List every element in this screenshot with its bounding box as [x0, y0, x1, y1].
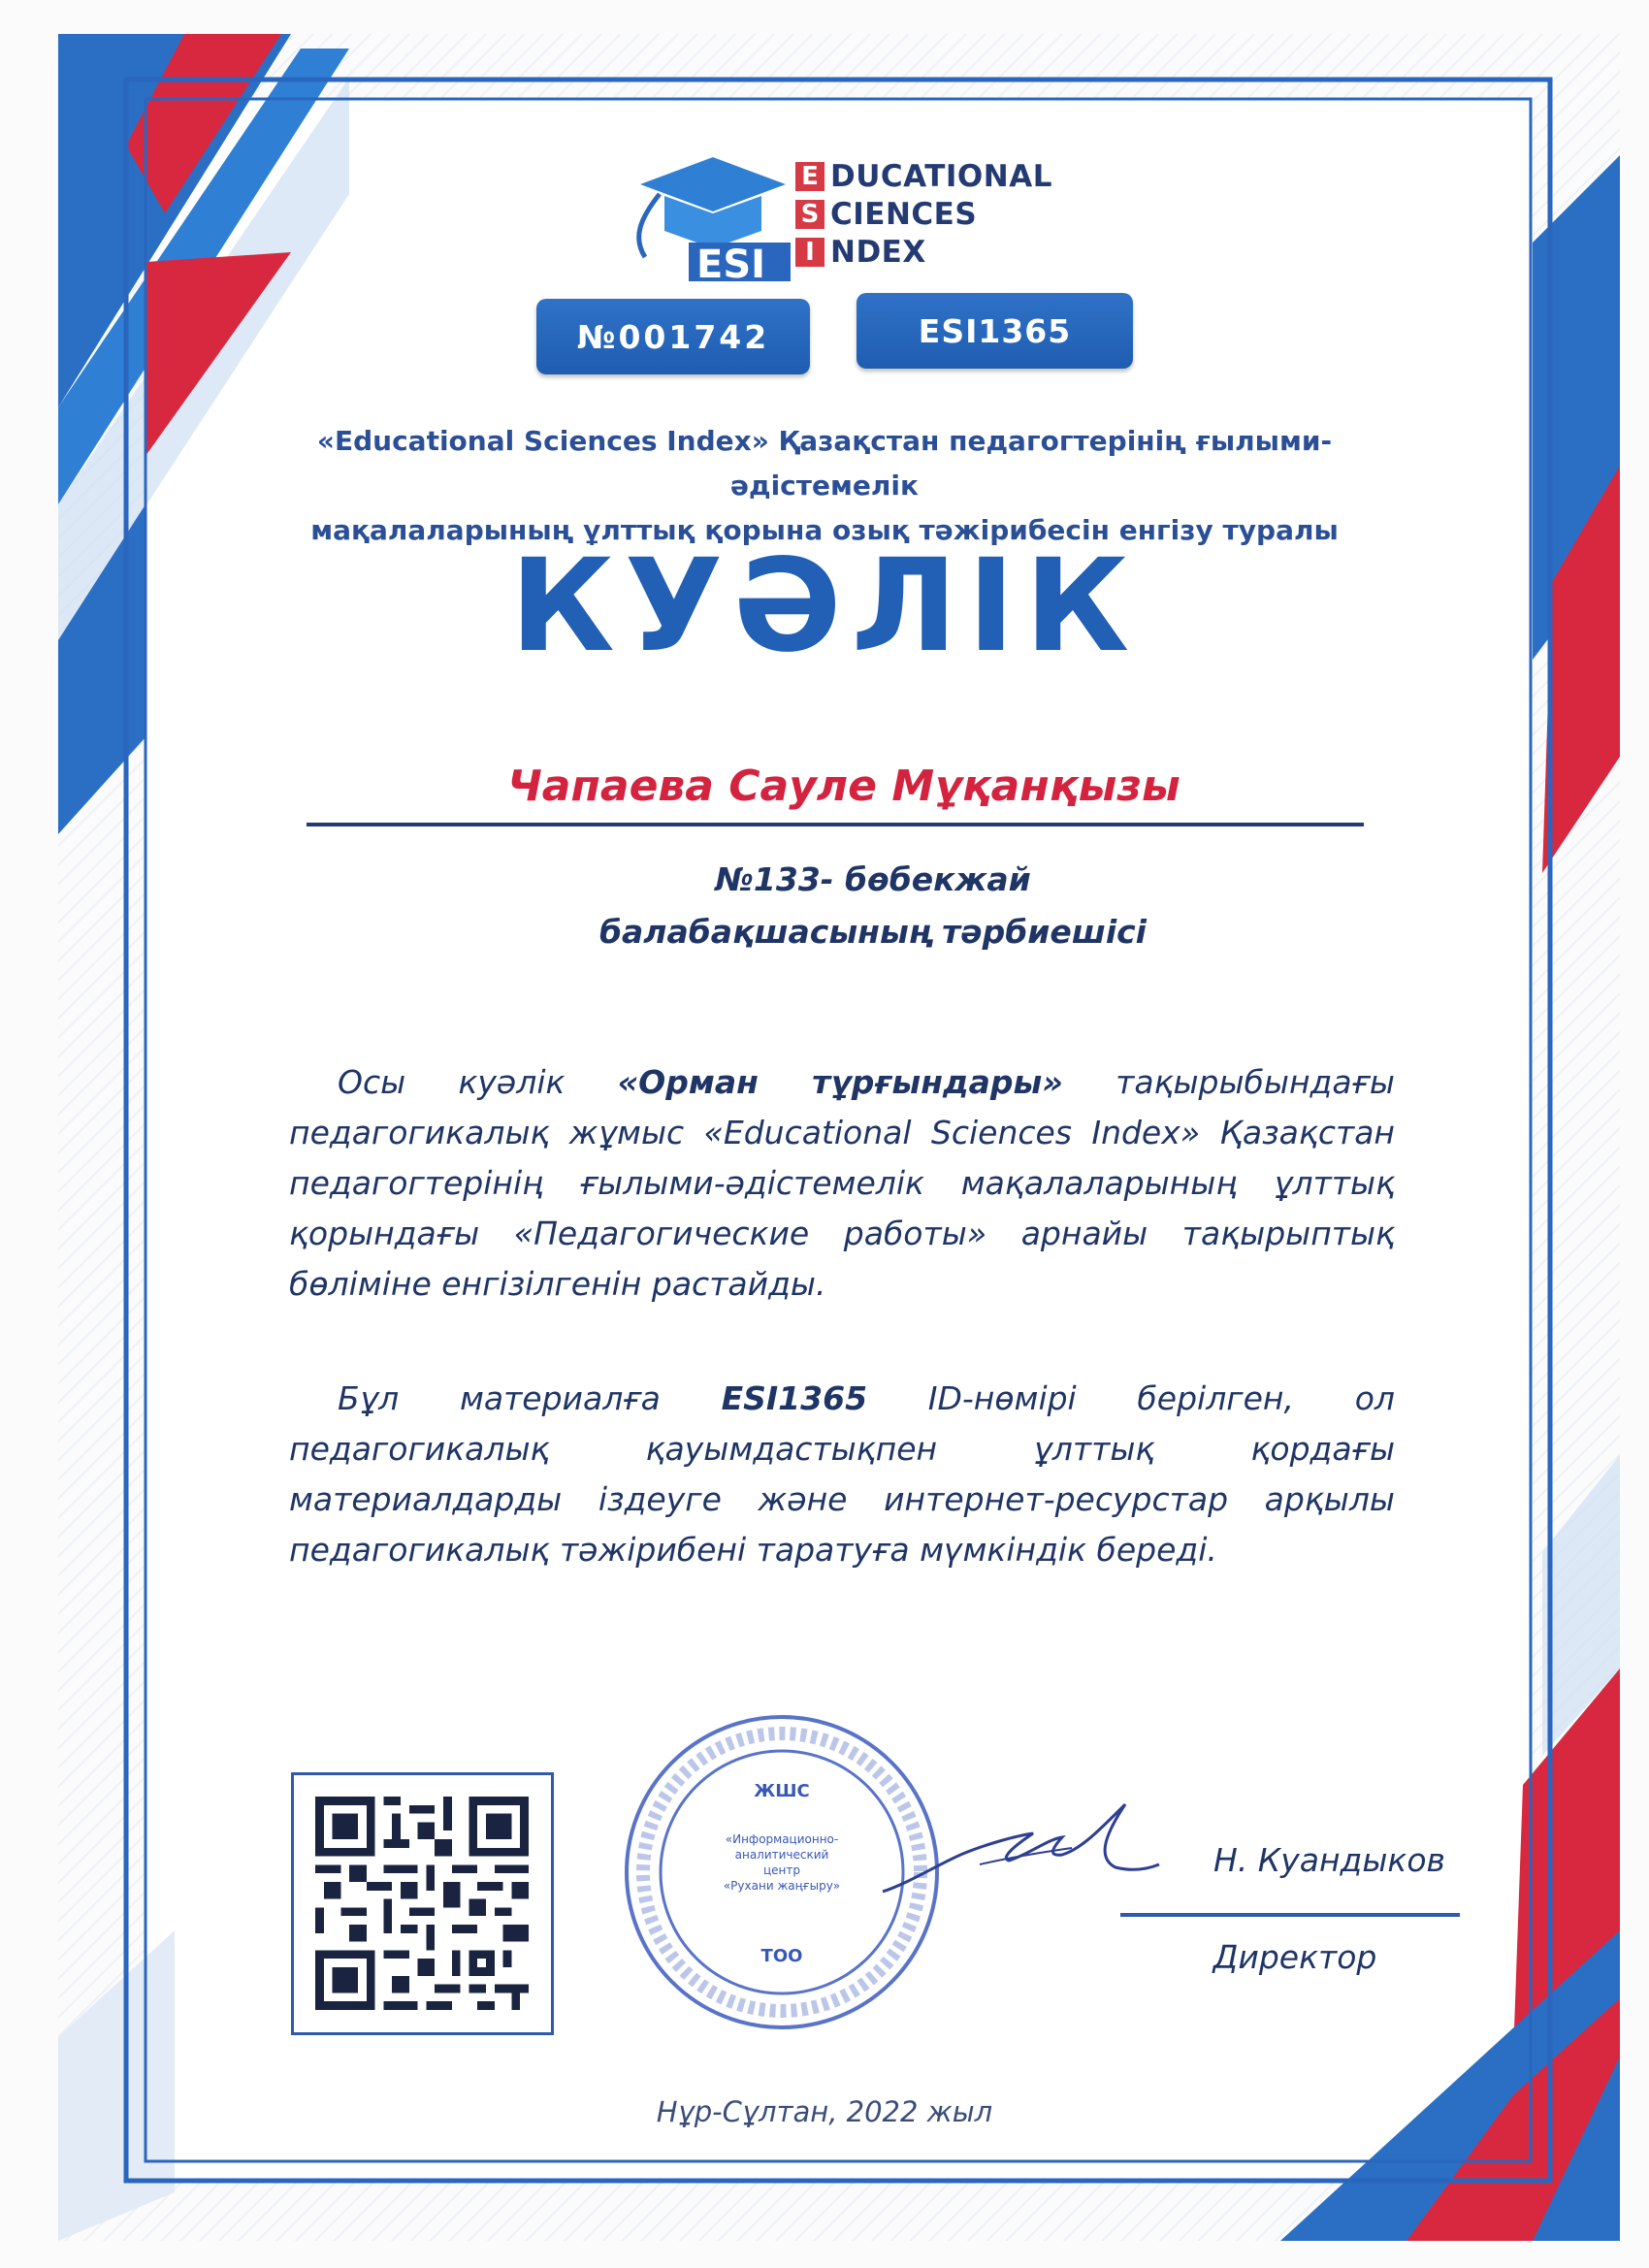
logo-row-index	[795, 233, 1052, 271]
logo-word: DUCATIONAL	[830, 158, 1052, 194]
logo-acronym: ESI	[696, 243, 766, 281]
material-id-badge: ESI1365	[857, 293, 1133, 369]
recipient-name: Чапаева Сауле Мұқанқызы	[507, 761, 1180, 811]
logo-words	[795, 157, 1052, 271]
stamp-bottom-text: ТОО	[760, 1946, 803, 1966]
logo-word: CIENCES	[830, 196, 978, 232]
material-id: ESI1365	[721, 1379, 868, 1417]
logo-letter: I	[795, 238, 824, 267]
place-and-year: Нұр-Сұлтан, 2022 жыл	[656, 2095, 993, 2128]
body-paragraph-1	[289, 1057, 1395, 1310]
body-text-segment: Осы куәлік	[338, 1063, 566, 1101]
logo-word: NDEX	[830, 234, 926, 270]
recipient-role	[340, 854, 1406, 958]
stamp-line: «Информационно-аналитический	[725, 1832, 839, 1862]
stamp-line: «Рухани жаңғыру»	[723, 1879, 841, 1893]
logo-letter: E	[795, 162, 824, 191]
body-text-segment: ID-нөмірі берілген, ол педагогикалық қауымдастықпен ұлттық қордағы материалдарды іздеуге және интернет-ресурстар арқылы педагогикалық тәжірибені таратуға мүмкіндік береді.	[289, 1379, 1395, 1569]
director-signature	[873, 1775, 1164, 1921]
certificate-number-badge: №001742	[536, 299, 810, 374]
topic-title: «Орман тұрғындары»	[617, 1063, 1063, 1101]
director-title: Директор	[1212, 1938, 1377, 1976]
logo-letter: S	[795, 200, 824, 229]
stamp-top-text: ЖШС	[754, 1781, 810, 1801]
name-underline	[307, 823, 1364, 826]
qr-code-icon	[315, 1797, 529, 2010]
graduation-cap-icon	[621, 126, 791, 281]
body-text-segment: Бұл материалға	[338, 1379, 661, 1417]
certificate-title: КУӘЛІК	[509, 532, 1140, 681]
stamp-middle-text	[685, 1831, 879, 1894]
director-name: Н. Куандыков	[1213, 1841, 1445, 1879]
subtitle-line: «Educational Sciences Index» Қазақстан педагогтерінің ғылыми-әдістемелік	[316, 425, 1333, 502]
esi-logo	[621, 126, 1052, 281]
subtitle-line: мақалаларының ұлттық қорына озық тәжірибесін енгізу туралы	[310, 514, 1339, 546]
logo-row-educational	[795, 157, 1052, 195]
role-line: балабақшасының тәрбиешісі	[598, 913, 1147, 951]
role-line: №133- бөбекжай	[715, 860, 1031, 898]
qr-code-frame	[291, 1772, 554, 2035]
stamp-line: центр	[762, 1863, 800, 1877]
body-text-segment: тақырыбындағы педагогикалық жұмыс «Educational Sciences Index» Қазақстан педагогтерінің ғылыми-әдістемелік мақалаларының ұлттық қорындағы «Педагогические работы» арнайы тақырыптық бөліміне енгізілгенін растайды.	[289, 1063, 1395, 1303]
body-paragraph-2	[289, 1374, 1395, 1575]
logo-row-sciences	[795, 195, 1052, 233]
signature-line	[1120, 1913, 1460, 1917]
